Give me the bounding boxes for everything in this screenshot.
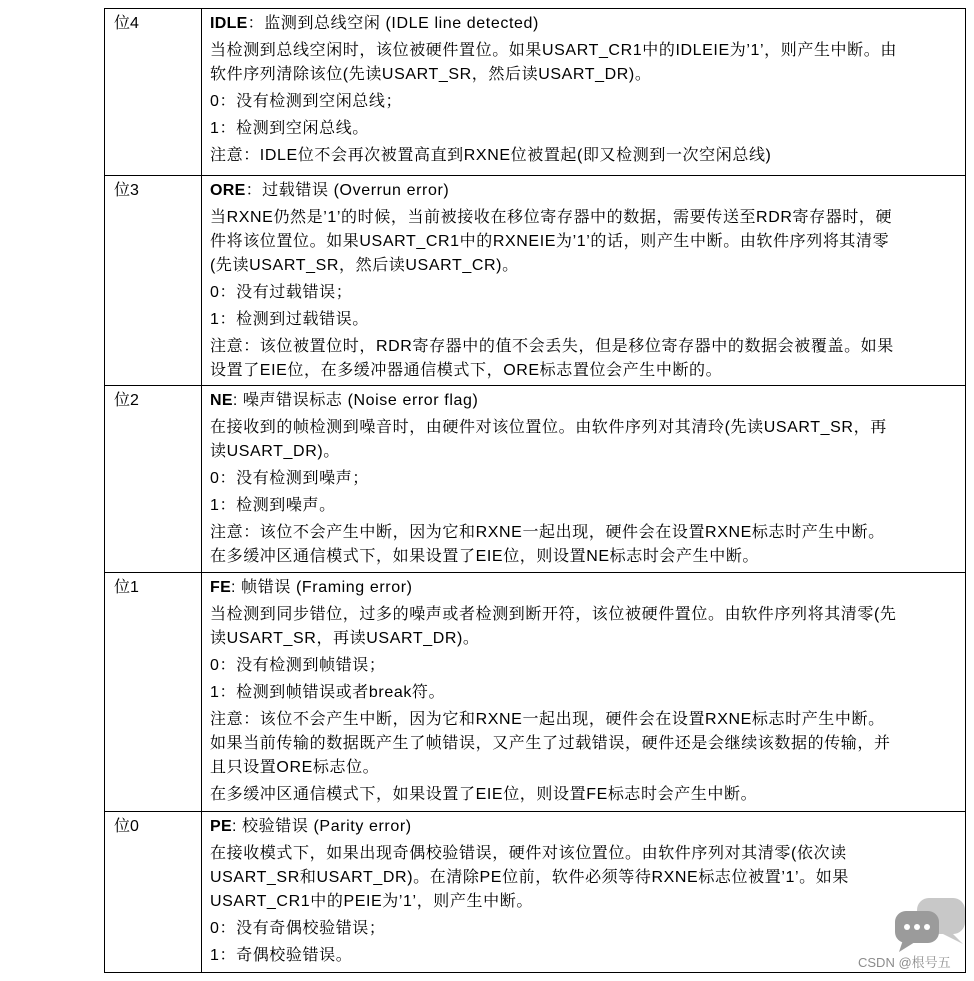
field-title <box>210 815 961 839</box>
text-line: 在多缓冲区通信模式下，如果设置了EIE位，则设置FE标志时会产生中断。 <box>210 786 758 803</box>
field-summary: : 帧错误 (Framing error) <box>231 579 413 596</box>
text-line: 0：没有检测到空闲总线； <box>210 93 403 110</box>
text-line: USART_CR1中的PEIE为’1’，则产生中断。 <box>210 893 533 910</box>
text-line: 读USART_DR)。 <box>210 443 340 460</box>
value-1-description <box>210 681 961 705</box>
multibuffer-note-paragraph <box>210 783 961 807</box>
note-paragraph <box>210 521 961 569</box>
bit-label: 位2 <box>105 386 202 572</box>
text-line: 在接收模式下，如果出现奇偶校验错误，硬件对该位置位。由软件序列对其清零(依次读 <box>210 845 847 862</box>
text-line: 在接收到的帧检测到噪音时，由硬件对该位置位。由软件序列对其清玲(先读USART_SR，再 <box>210 419 887 436</box>
text-line: USART_SR和USART_DR)。在清除PE位前，软件必须等待RXNE标志位被置’1’。如果 <box>210 869 849 886</box>
description-paragraph <box>210 39 961 87</box>
text-line: 软件序列清除该位(先读USART_SR，然后读USART_DR)。 <box>210 66 652 83</box>
field-title <box>210 389 961 413</box>
chat-bubble-front <box>895 911 939 952</box>
value-1-description <box>210 308 961 332</box>
bit-description <box>202 812 965 972</box>
text-line: 在多缓冲区通信模式下，如果设置了EIE位，则设置NE标志时会产生中断。 <box>210 548 760 565</box>
register-bit-table <box>104 8 966 973</box>
text-line: 如果当前传输的数据既产生了帧错误，又产生了过载错误，硬件还是会继续该数据的传输，并 <box>210 735 891 752</box>
bit-description <box>202 573 965 811</box>
text-line: 当RXNE仍然是’1’的时候，当前被接收在移位寄存器中的数据，需要传送至RDR寄存器时，硬 <box>210 209 893 226</box>
text-line: 注意：IDLE位不会再次被置高直到RXNE位被置起(即又检测到一次空闲总线) <box>210 147 772 164</box>
table-row-bit2 <box>105 386 965 573</box>
value-0-description <box>210 654 961 678</box>
description-paragraph <box>210 416 961 464</box>
field-title <box>210 576 961 600</box>
value-1-description <box>210 494 961 518</box>
value-0-description <box>210 917 961 941</box>
text-line: 1：检测到噪声。 <box>210 497 336 514</box>
text-line: 1：检测到空闲总线。 <box>210 120 369 137</box>
bit-label: 位4 <box>105 9 202 175</box>
text-line: 1：检测到帧错误或者break符。 <box>210 684 446 701</box>
value-0-description <box>210 467 961 491</box>
description-paragraph <box>210 206 961 278</box>
field-summary: ：过载错误 (Overrun error) <box>245 182 450 199</box>
text-line: 注意：该位不会产生中断，因为它和RXNE一起出现，硬件会在设置RXNE标志时产生中断。 <box>210 711 885 728</box>
description-paragraph <box>210 842 961 914</box>
text-line: 0：没有检测到帧错误； <box>210 657 386 674</box>
text-line: 0：没有奇偶校验错误； <box>210 920 386 937</box>
text-line: 0：没有过载错误； <box>210 284 353 301</box>
value-1-description <box>210 117 961 141</box>
field-summary: : 校验错误 (Parity error) <box>231 818 412 835</box>
chat-bubble-icon <box>893 896 967 954</box>
field-summary: : 噪声错误标志 (Noise error flag) <box>232 392 479 409</box>
field-name: ORE <box>210 182 246 199</box>
field-title <box>210 179 961 203</box>
value-0-description <box>210 281 961 305</box>
note-paragraph <box>210 708 961 780</box>
field-name: PE <box>210 818 232 835</box>
text-line: 1：奇偶校验错误。 <box>210 947 353 964</box>
note-paragraph <box>210 144 961 168</box>
bit-label: 位3 <box>105 176 202 385</box>
text-line: 当检测到总线空闲时，该位被硬件置位。如果USART_CR1中的IDLEIE为’1’，则产生中断。由 <box>210 42 897 59</box>
text-line: 注意：该位不会产生中断，因为它和RXNE一起出现，硬件会在设置RXNE标志时产生中断。 <box>210 524 885 541</box>
text-line: 0：没有检测到噪声； <box>210 470 369 487</box>
table-row-bit1 <box>105 573 965 812</box>
text-line: 1：检测到过载错误。 <box>210 311 369 328</box>
value-1-description <box>210 944 961 968</box>
field-summary: ：监测到总线空闲 (IDLE line detected) <box>247 15 539 32</box>
text-line: 当检测到同步错位，过多的噪声或者检测到断开符，该位被硬件置位。由软件序列将其清零(先 <box>210 606 897 623</box>
bit-description <box>202 176 965 385</box>
text-line: 且只设置ORE标志位。 <box>210 759 380 776</box>
value-0-description <box>210 90 961 114</box>
field-name: FE <box>210 579 232 596</box>
field-title <box>210 12 961 36</box>
csdn-watermark: CSDN @根号五 <box>858 955 951 970</box>
table-row-bit4 <box>105 9 965 176</box>
bit-description <box>202 9 965 175</box>
field-name: IDLE <box>210 15 248 32</box>
text-line: 读USART_SR，再读USART_DR)。 <box>210 630 480 647</box>
text-line: 件将该位置位。如果USART_CR1中的RXNEIE为’1’的话，则产生中断。由软件序列将其清零 <box>210 233 890 250</box>
text-line: (先读USART_SR，然后读USART_CR)。 <box>210 257 519 274</box>
bit-label: 位0 <box>105 812 202 972</box>
text-line: 设置了EIE位，在多缓冲器通信模式下，ORE标志置位会产生中断的。 <box>210 362 723 379</box>
bit-description <box>202 386 965 572</box>
table-row-bit0 <box>105 812 965 973</box>
text-line: 注意：该位被置位时，RDR寄存器中的值不会丢失，但是移位寄存器中的数据会被覆盖。如果 <box>210 338 894 355</box>
field-name: NE <box>210 392 233 409</box>
bit-label: 位1 <box>105 573 202 811</box>
description-paragraph <box>210 603 961 651</box>
table-row-bit3 <box>105 176 965 386</box>
note-paragraph <box>210 335 961 383</box>
